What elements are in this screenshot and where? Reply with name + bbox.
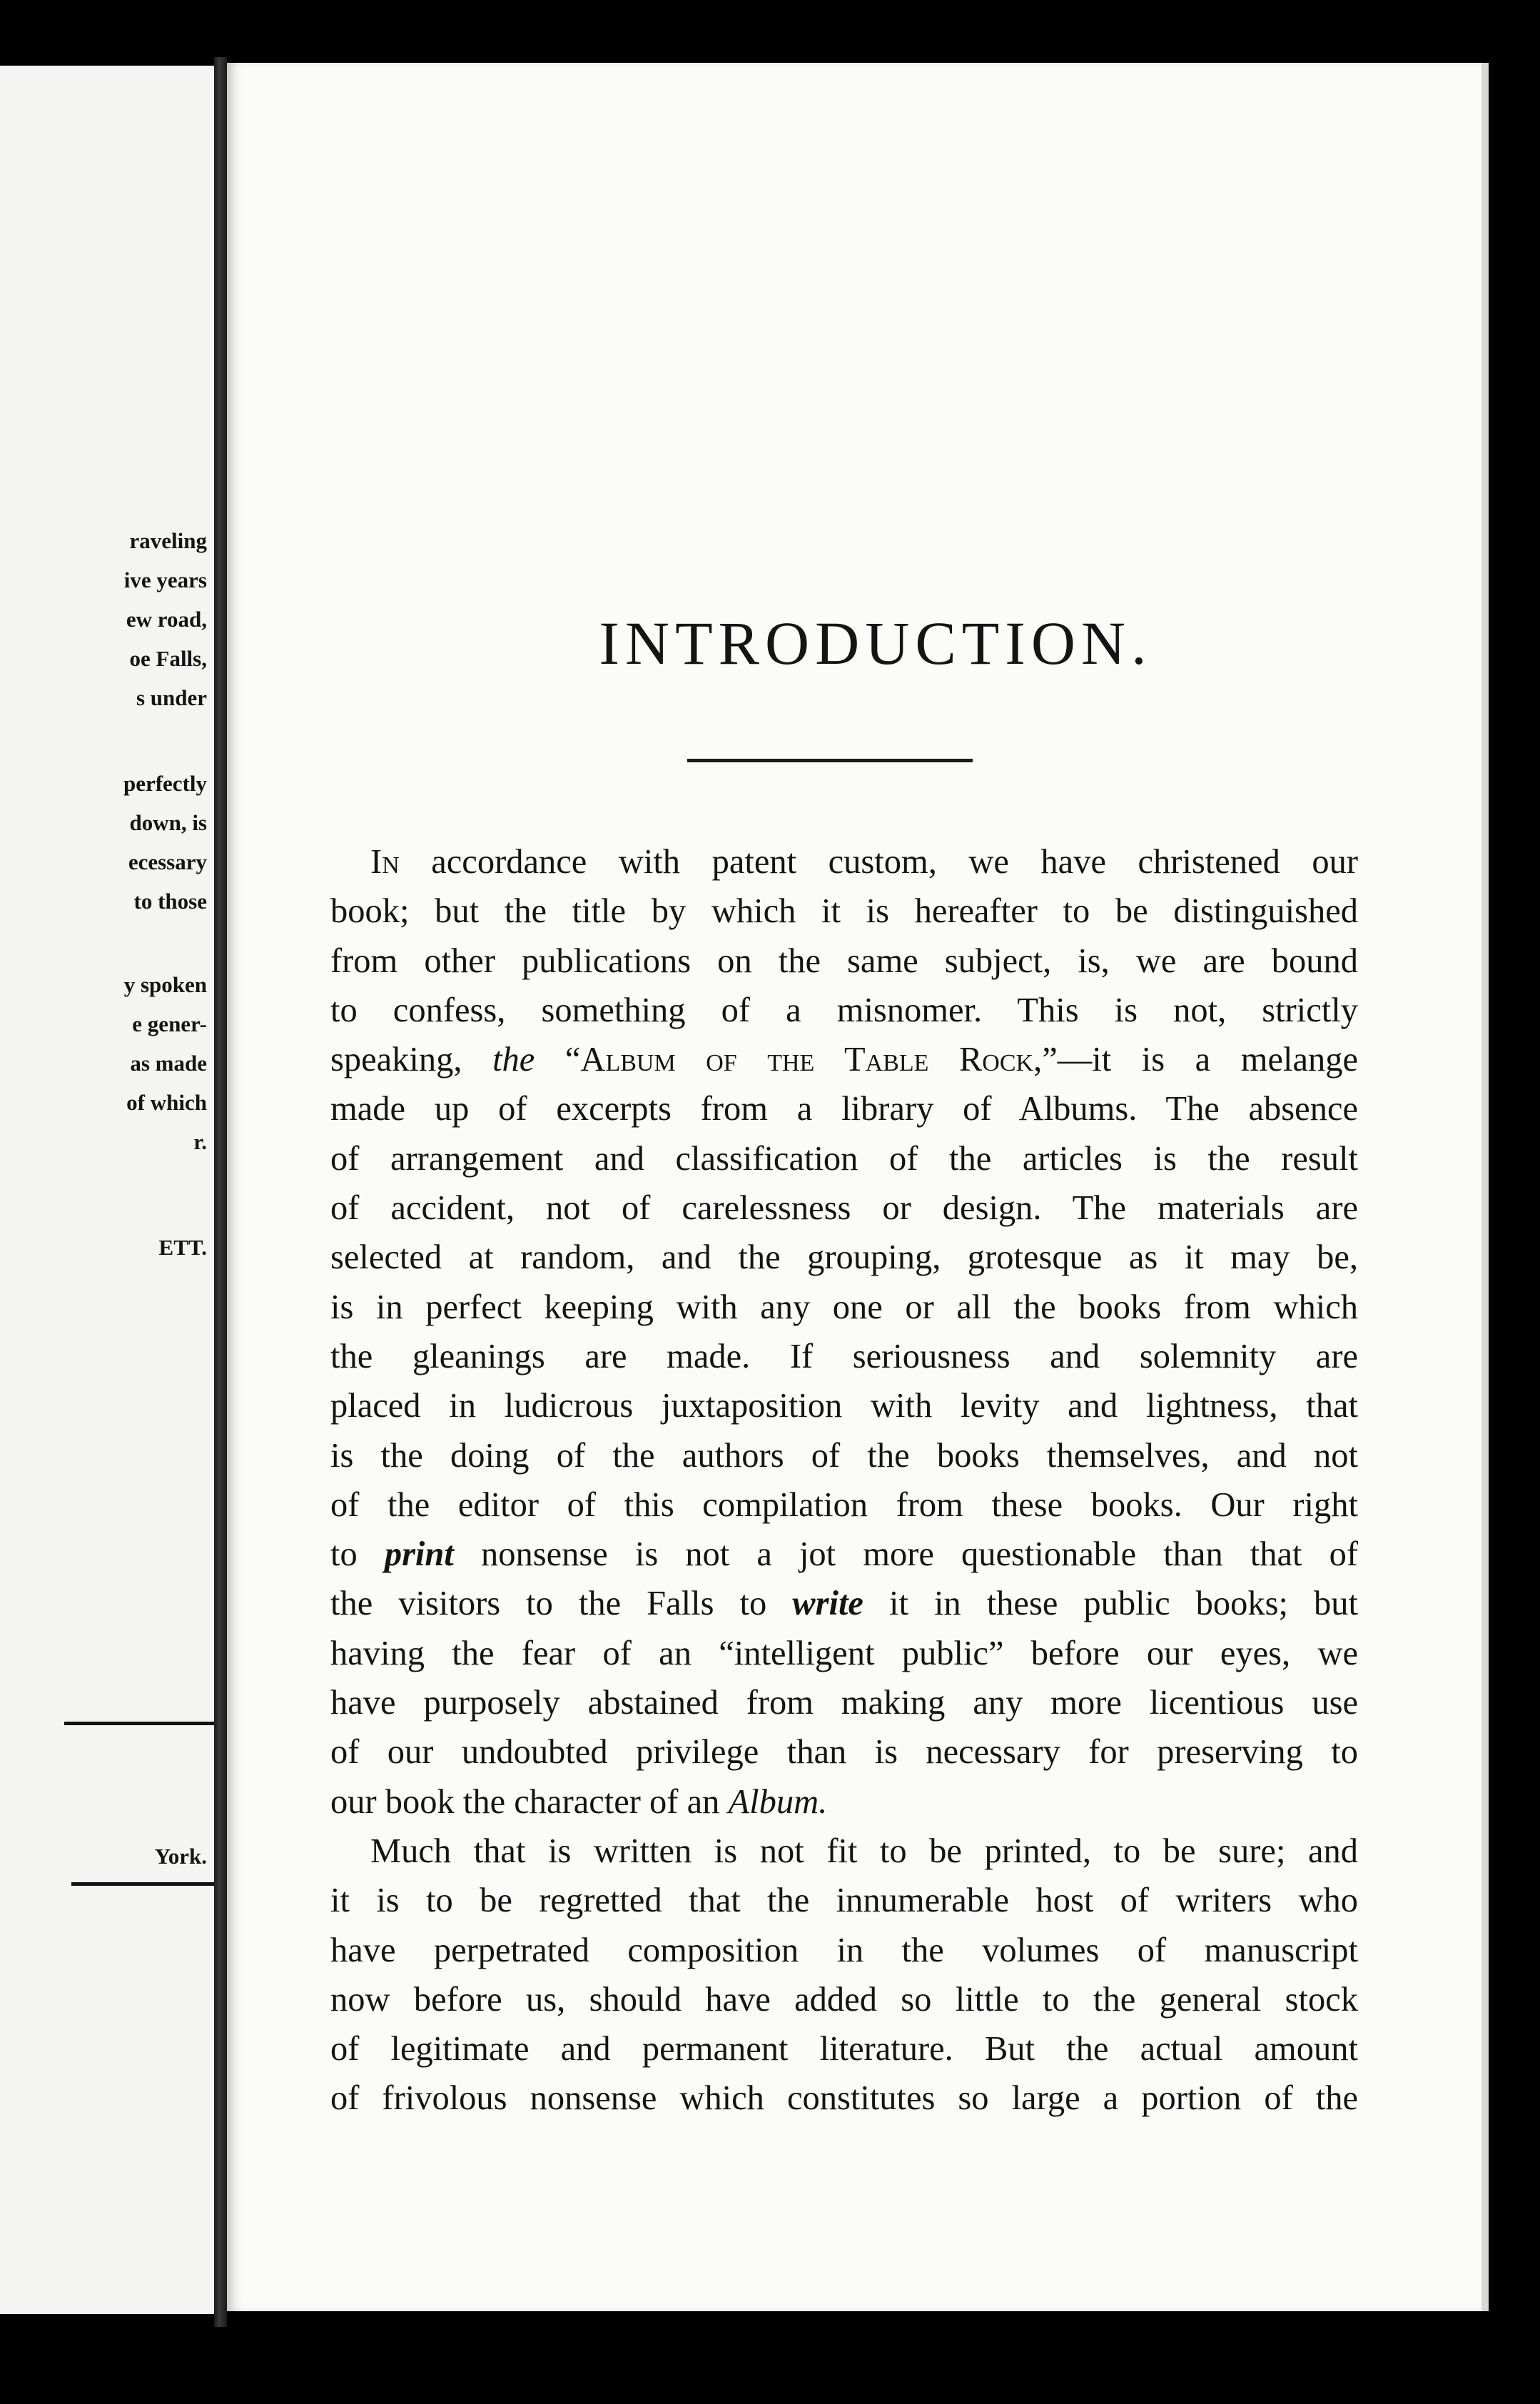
text-run: now before us, should have added so little to the general stock [330, 1980, 1358, 2019]
text-run: our book the character of an [330, 1782, 729, 1821]
text-run: of frivolous nonsense which constitutes so large a portion of the [330, 2079, 1358, 2118]
text-run: placed in ludicrous juxtaposition with levity and lightness, that [330, 1387, 1358, 1425]
text-run: of the editor of this compilation from these books. Our right [330, 1485, 1358, 1524]
book-page [227, 63, 1481, 2311]
text-line [330, 1876, 1358, 1925]
text-run: of legitimate and permanent literature. But the actual amount [330, 2030, 1358, 2069]
text-run: accordance with patent custom, we have christened our [399, 843, 1358, 881]
adjacent-page-text: of which [126, 1090, 207, 1115]
text-line [330, 1035, 1358, 1084]
text-run: Album of the Table Rock [580, 1041, 1034, 1079]
text-run: Album. [728, 1782, 828, 1821]
text-run: is in perfect keeping with any one or all the books from which [330, 1288, 1358, 1326]
text-line [330, 1134, 1358, 1183]
text-line [330, 1926, 1358, 1975]
book-gutter [214, 57, 227, 2327]
text-line [330, 1480, 1358, 1530]
adjacent-page-text: ecessary [128, 849, 207, 874]
text-run: “ [535, 1041, 581, 1079]
page-edge [1481, 63, 1489, 2311]
text-run: ,”—it is a melange [1033, 1041, 1358, 1079]
text-line [330, 1183, 1358, 1233]
adjacent-page-text: ive years [123, 567, 207, 592]
text-line [330, 2074, 1358, 2123]
text-run: to confess, something of a misnomer. This is not, strictly [330, 991, 1358, 1029]
text-run: have perpetrated composition in the volumes of manuscript [330, 1931, 1358, 1969]
text-run: book; but the title by which it is hereafter to be distinguished [330, 892, 1358, 931]
text-run: the visitors to the Falls to [330, 1585, 793, 1623]
text-run: having the fear of an “intelligent public” before our eyes, we [330, 1634, 1358, 1672]
text-line [330, 1777, 1358, 1827]
text-line [330, 887, 1358, 936]
adjacent-page-text: s under [136, 685, 207, 710]
text-run: to [330, 1535, 385, 1574]
adjacent-page-text: raveling [129, 528, 207, 553]
text-line [330, 1678, 1358, 1727]
text-run: it is to be regretted that the innumerable host of writers who [330, 1882, 1358, 1920]
page-title: INTRODUCTION. [599, 609, 1153, 677]
text-run: Much that is written is not fit to be printed, to be sure; and [370, 1832, 1358, 1870]
adjacent-page-text: as made [130, 1051, 207, 1076]
text-line [330, 1233, 1358, 1282]
text-line [330, 936, 1358, 986]
introduction-text [330, 837, 1358, 2123]
adjacent-page-text: ew road, [126, 607, 207, 632]
text-run: made up of excerpts from a library of Albums. The absence [330, 1090, 1358, 1128]
text-line [330, 1283, 1358, 1332]
text-run: nonsense is not a jot more questionable than that of [453, 1535, 1358, 1574]
text-run: of accident, not of carelessness or design. The materials are [330, 1189, 1358, 1228]
text-run: the [492, 1041, 535, 1079]
text-line [330, 1727, 1358, 1777]
adjacent-page-text: oe Falls, [129, 646, 207, 671]
adjacent-page-text: ETT. [158, 1235, 207, 1260]
adjacent-page-text: York. [154, 1844, 207, 1869]
text-run: print [384, 1535, 454, 1574]
adjacent-page-text: to those [133, 889, 207, 914]
text-line [330, 1579, 1358, 1628]
text-line [330, 986, 1358, 1035]
text-line [330, 2024, 1358, 2074]
text-line [330, 1827, 1358, 1876]
text-run: it in these public books; but [863, 1585, 1358, 1623]
text-run: from other publications on the same subject, is, we are bound [330, 941, 1358, 980]
text-run: of our undoubted privilege than is necessary for preserving to [330, 1733, 1358, 1772]
adjacent-page-rule [71, 1882, 214, 1886]
text-line [330, 1381, 1358, 1430]
adjacent-page-text: perfectly [123, 771, 207, 796]
text-line [330, 1975, 1358, 2024]
adjacent-page-text: down, is [129, 810, 207, 835]
adjacent-page-text: e gener- [132, 1011, 207, 1036]
title-rule [687, 759, 973, 762]
text-line [330, 1431, 1358, 1480]
text-line [330, 837, 1358, 887]
text-run: write [792, 1585, 863, 1623]
adjacent-page-text: y spoken [123, 972, 207, 997]
text-line [330, 1084, 1358, 1133]
text-line [330, 1629, 1358, 1678]
text-run: of arrangement and classification of the articles is the result [330, 1139, 1358, 1178]
text-run: the gleanings are made. If seriousness and solemnity are [330, 1337, 1358, 1375]
adjacent-page-fragment [0, 66, 214, 2314]
text-run: have purposely abstained from making any more licentious use [330, 1684, 1358, 1722]
text-run: speaking, [330, 1041, 493, 1079]
text-run: is the doing of the authors of the books themselves, and not [330, 1436, 1358, 1475]
adjacent-page-text: r. [193, 1129, 207, 1154]
text-run: selected at random, and the grouping, grotesque as it may be, [330, 1238, 1358, 1277]
text-line [330, 1530, 1358, 1579]
text-run: In [370, 843, 400, 881]
adjacent-page-rule [64, 1722, 214, 1725]
text-line [330, 1332, 1358, 1381]
